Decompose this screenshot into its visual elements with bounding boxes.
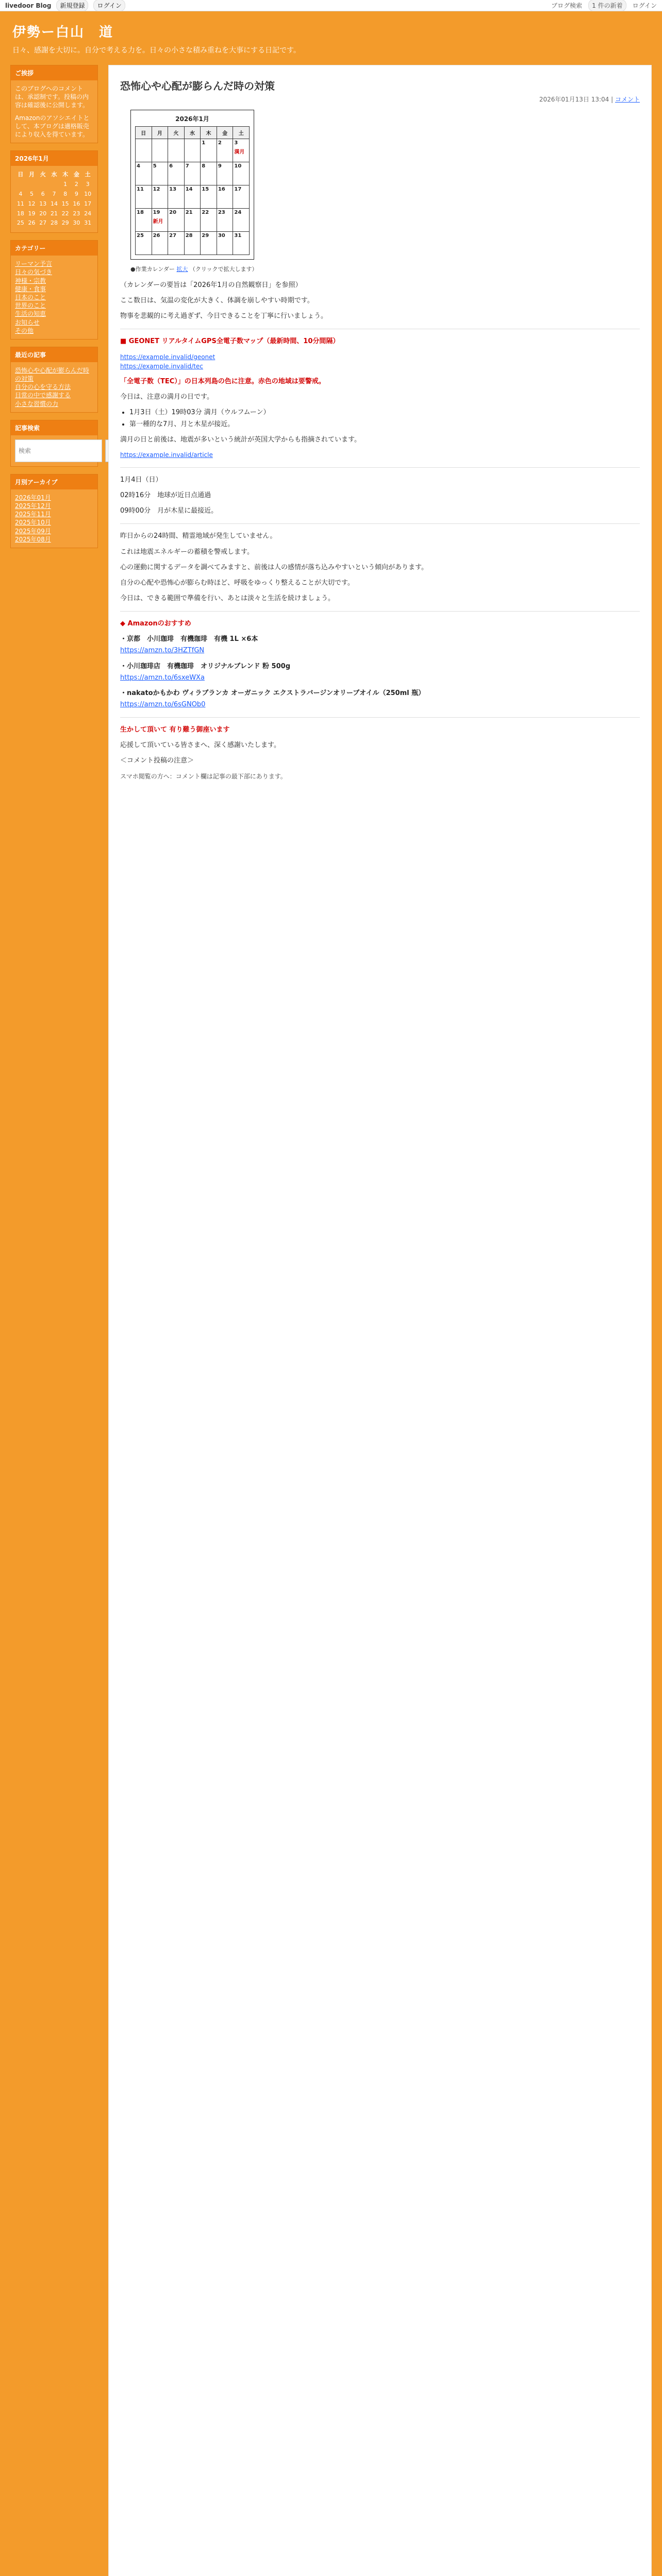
category-link[interactable] [15, 268, 93, 276]
mini-cal-cell[interactable]: 13 [39, 200, 47, 207]
sidebar [10, 65, 98, 2576]
sidebar-archives-body [11, 489, 97, 548]
category-link[interactable] [15, 260, 93, 268]
mini-cal-cell[interactable]: 6 [41, 190, 45, 197]
sidebar-categories-title: カテゴリー [11, 241, 97, 256]
category-link[interactable] [15, 277, 93, 285]
register-link[interactable]: 新規登録 [56, 0, 88, 11]
today-bullets [129, 408, 640, 430]
post-cal-day: 25 [137, 233, 144, 239]
topbar-login-link[interactable]: ログイン [632, 2, 657, 9]
mini-cal-cell[interactable]: 2 [74, 180, 78, 188]
post-paragraph: 物事を悲観的に考え過ぎず、今日できることを丁寧に行いましょう。 [120, 312, 327, 320]
mini-cal-cell[interactable] [37, 180, 48, 190]
amazon-item [120, 634, 640, 656]
post-cal-cell [168, 185, 185, 209]
mini-cal-header-mon: 月 [29, 171, 35, 178]
mini-cal-cell[interactable]: 12 [28, 200, 36, 207]
body-paragraph: 心の運動に関するデータを調べてみますと、前後は人の感情が落ち込みやすいという傾向があります。 [120, 563, 428, 571]
mini-cal-cell[interactable]: 7 [52, 190, 56, 197]
blog-search-link[interactable]: ブログ検索 [551, 2, 583, 9]
recent-post-link[interactable] [15, 391, 93, 399]
sidebar-archives-box [10, 474, 98, 548]
category-link-anchor[interactable]: 健康・食事 [15, 285, 46, 293]
mini-cal-cell[interactable]: 20 [39, 210, 47, 217]
body-paragraph: これは地震エネルギーの蓄積を警戒します。 [120, 548, 254, 556]
post-cal-day: 18 [137, 210, 144, 215]
category-link[interactable] [15, 310, 93, 318]
post-cal-cell [233, 209, 250, 232]
mini-cal-header-wed: 水 [51, 171, 57, 178]
post-cal-cell [233, 185, 250, 209]
archive-anchor[interactable]: 2025年10月 [15, 519, 51, 527]
post-cal-cell [201, 139, 217, 162]
post-cal-cell [184, 209, 201, 232]
post-cal-day: 21 [185, 210, 193, 215]
mini-cal-cell[interactable]: 21 [50, 210, 58, 217]
dates-line: 1月4日（日） [120, 476, 162, 484]
archive-anchor[interactable]: 2025年11月 [15, 511, 51, 518]
category-link-anchor[interactable]: 生活の知恵 [15, 310, 46, 318]
footer-note: 応援して頂いている皆さまへ、深く感謝いたします。 [120, 741, 280, 750]
post-cal-cell [217, 209, 233, 232]
mini-cal-cell[interactable]: 16 [73, 200, 80, 207]
geonet-links [120, 352, 640, 371]
mini-cal-cell[interactable]: 19 [28, 210, 36, 217]
post-calendar-grid [135, 126, 250, 255]
top-navigation-bar [0, 0, 662, 11]
tec-alert: 「全電子数（TEC）」の日本列島の色に注意。赤色の地域は要警戒。 [120, 377, 325, 385]
amazon-item-title: ・nakatoかもかわ ヴィラブランカ オーガニック エクストラバージンオリーブオイル（250ml 瓶） [120, 689, 425, 697]
post-cal-cell [152, 232, 168, 255]
mini-cal-cell[interactable]: 27 [39, 219, 47, 227]
post-cal-day: 2 [218, 140, 222, 146]
archive-link[interactable] [15, 535, 93, 544]
archive-link[interactable] [15, 510, 93, 518]
post-cal-day: 27 [169, 233, 177, 239]
post-cal-cell [152, 185, 168, 209]
post-cal-cell [152, 162, 168, 185]
quote-url[interactable]: https://example.invalid/article [120, 451, 213, 459]
post-cal-day: 28 [185, 233, 193, 239]
recent-post-link[interactable] [15, 400, 93, 408]
post-cal-day: 10 [234, 163, 242, 169]
topbar-left [5, 0, 125, 11]
amazon-title: ◆ Amazonのおすすめ [120, 620, 191, 628]
post-cal-cell [201, 162, 217, 185]
post-cal-day: 20 [169, 210, 177, 215]
mini-cal-cell[interactable]: 3 [86, 180, 90, 188]
sidebar-calendar-box [10, 150, 98, 233]
post-cal-cell [201, 185, 217, 209]
mini-cal-cell[interactable]: 11 [16, 200, 24, 207]
sidebar-search-form [15, 439, 93, 462]
post-cal-cell [168, 162, 185, 185]
category-link[interactable] [15, 301, 93, 310]
category-link-anchor[interactable]: その他 [15, 327, 34, 334]
today-bullet: • 1月3日（土）19時03分 満月（ウルフムーン） [129, 408, 640, 418]
post-cal-cell [217, 185, 233, 209]
mini-cal-cell[interactable]: 18 [16, 210, 24, 217]
post-cal-cell [217, 139, 233, 162]
recent-post-link[interactable] [15, 383, 93, 391]
post-cal-header: 月 [152, 127, 168, 139]
recent-post-anchor[interactable]: 日常の中で感謝する [15, 392, 71, 399]
sidebar-about-body [11, 80, 97, 143]
footer-note: スマホ閲覧の方へ：コメント欄は記事の最下部にあります。 [120, 772, 287, 780]
recent-post-anchor[interactable]: 自分の心を守る方法 [15, 383, 71, 391]
post-cal-cell [217, 162, 233, 185]
sidebar-search-box [10, 420, 98, 467]
amazon-item-url[interactable]: https://amzn.to/6sGNOb0 [120, 701, 206, 709]
category-link-anchor[interactable]: 日々の気づき [15, 268, 53, 276]
category-link[interactable] [15, 285, 93, 293]
mini-cal-header-sat: 土 [85, 171, 91, 178]
post-cal-header: 木 [201, 127, 217, 139]
post-cal-day: 1 [202, 140, 206, 146]
category-link[interactable] [15, 327, 93, 335]
section-divider [120, 467, 640, 468]
mini-cal-header-thu: 木 [62, 171, 69, 178]
amazon-item-title: ・小川珈琲店 有機珈琲 オリジナルブレンド 粉 500g [120, 662, 290, 670]
mini-cal-cell[interactable]: 25 [16, 219, 24, 227]
sidebar-recent-box [10, 347, 98, 413]
login-link[interactable]: ログイン [93, 0, 125, 11]
mini-cal-cell[interactable]: 24 [84, 210, 92, 217]
mini-cal-cell[interactable]: 9 [74, 190, 78, 197]
post-cal-day: 23 [218, 210, 225, 215]
sidebar-recent-title: 最近の記事 [11, 347, 97, 362]
post-cal-header: 火 [168, 127, 185, 139]
dates-line: 02時16分 地球が近日点通過 [120, 492, 211, 500]
archive-anchor[interactable]: 2025年09月 [15, 527, 51, 535]
sidebar-categories-body [11, 256, 97, 339]
calendar-caption-prefix: ●作業カレンダー [130, 266, 175, 273]
post-cal-cell [168, 209, 185, 232]
livedoor-brand[interactable]: livedoor Blog [5, 2, 52, 9]
mini-cal-cell[interactable]: 30 [73, 219, 80, 227]
mini-cal-cell[interactable]: 28 [50, 219, 58, 227]
post-cal-day: 11 [137, 187, 144, 192]
today-label: 今日は、注意の満月の日です。 [120, 393, 213, 401]
post-cal-cell [233, 232, 250, 255]
post-cal-day: 6 [169, 163, 173, 169]
footer-note: ＜コメント投稿の注意＞ [120, 757, 194, 765]
post-cal-day: 5 [153, 163, 157, 169]
post-calendar [130, 110, 254, 260]
post-cal-day: 9 [218, 163, 222, 169]
sidebar-calendar-title: 2026年1月 [11, 151, 97, 166]
category-link-anchor[interactable]: 世界のこと [15, 302, 46, 310]
mini-cal-cell[interactable]: 4 [19, 190, 23, 197]
post-cal-day: 4 [137, 163, 140, 169]
post-cal-cell [152, 209, 168, 232]
sidebar-about-note: Amazonのアソシエイトとして、本ブログは適格販売により収入を得ています。 [15, 114, 90, 138]
post-meta: 2026年01月13日 13:04 | コメント [539, 96, 640, 103]
post-cal-cell [136, 139, 152, 162]
post-cal-day: 14 [185, 187, 193, 192]
body-paragraph: 昨日からの24時間、精霊地域が発生していません。 [120, 532, 277, 540]
post-paragraph: ここ数日は、気温の変化が大きく、体調を崩しやすい時期です。 [120, 297, 314, 305]
mini-cal-cell[interactable]: 10 [84, 190, 92, 197]
main-content [108, 65, 652, 2576]
archive-anchor[interactable]: 2026年01月 [15, 494, 51, 501]
new-count-badge[interactable]: 1 件の新着 [588, 0, 626, 11]
post-cal-day: 29 [202, 233, 209, 239]
blog-header [0, 11, 662, 65]
post-cal-header: 水 [184, 127, 201, 139]
recent-post-anchor[interactable]: 小さな習慣の力 [15, 400, 59, 408]
mini-cal-cell[interactable]: 23 [73, 210, 80, 217]
mini-cal-cell[interactable]: 8 [63, 190, 68, 197]
mini-cal-cell[interactable]: 5 [30, 190, 34, 197]
post-cal-day: 8 [202, 163, 206, 169]
post-cal-cell [168, 232, 185, 255]
sidebar-search-body [11, 435, 97, 466]
mini-cal-cell[interactable]: 17 [84, 200, 92, 207]
post-cal-day: 15 [202, 187, 209, 192]
geonet-link-2[interactable]: https://example.invalid/tec [120, 363, 203, 370]
post-cal-header: 日 [136, 127, 152, 139]
sidebar-about-text: このブログへのコメントは、承認制です。投稿の内容は確認後に公開します。 [15, 85, 89, 109]
sidebar-search-input[interactable] [15, 439, 102, 462]
post-cal-day: 12 [153, 187, 160, 192]
post-cal-day: 22 [202, 210, 209, 215]
archive-anchor[interactable]: 2025年12月 [15, 502, 51, 510]
amazon-item-url[interactable]: https://amzn.to/3HZTfGN [120, 647, 205, 655]
blog-title[interactable]: 伊勢ー白山 道 [12, 25, 114, 40]
post-cal-cell [233, 139, 250, 162]
amazon-item-title: ・京都 小川珈琲 有機珈琲 有機 1L ×6本 [120, 635, 258, 643]
post-cal-cell [233, 162, 250, 185]
mini-cal-cell[interactable]: 29 [61, 219, 69, 227]
page-layout [0, 65, 662, 2576]
category-link-anchor[interactable]: お知らせ [15, 318, 40, 326]
post-calendar-caption [130, 265, 640, 273]
archive-anchor[interactable]: 2025年08月 [15, 535, 51, 543]
calendar-caption-link[interactable]: 拡大 [176, 266, 188, 273]
geonet-link-1[interactable]: https://example.invalid/geonet [120, 353, 216, 361]
post-cal-cell [184, 232, 201, 255]
archive-link[interactable] [15, 502, 93, 510]
post-title: 恐怖心や心配が膨らんだ時の対策 [120, 80, 275, 92]
post-cal-day: 24 [234, 210, 242, 215]
post-cal-cell [201, 232, 217, 255]
category-link-anchor[interactable]: 神様・宗教 [15, 277, 46, 284]
post-comment-link[interactable]: コメント [615, 96, 640, 103]
post-cal-day: 31 [234, 233, 242, 239]
category-link-anchor[interactable]: リーマン予言 [15, 260, 53, 268]
category-link-anchor[interactable]: 日本のこと [15, 293, 46, 301]
post-cal-cell [136, 162, 152, 185]
mini-cal-cell[interactable] [26, 180, 38, 190]
category-link[interactable] [15, 318, 93, 327]
mini-cal-cell[interactable]: 15 [61, 200, 69, 207]
blog-subtitle: 日々、感謝を大切に。自分で考える力を。日々の小さな積み重ねを大事にする日記です。 [12, 46, 301, 55]
mini-cal-header-tue: 火 [40, 171, 46, 178]
post-cal-day: 19 [153, 210, 160, 215]
post-cal-day: 30 [218, 233, 225, 239]
dates-line: 09時00分 月が木星に最接近。 [120, 507, 218, 515]
post-cal-cell [152, 139, 168, 162]
archive-link[interactable] [15, 527, 93, 535]
post-cal-day: 7 [185, 163, 189, 169]
post-cal-day: 16 [218, 187, 225, 192]
section-divider [120, 611, 640, 612]
amazon-item-url[interactable]: https://amzn.to/6sxeWXa [120, 673, 205, 682]
mini-cal-header-sun: 日 [18, 171, 24, 178]
post-cal-cell [184, 139, 201, 162]
post-cal-header: 金 [217, 127, 233, 139]
section-title-geonet: ■ GEONET リアルタイムGPS全電子数マップ（最新時間、10分間隔） [120, 337, 340, 346]
post-cal-day: 17 [234, 187, 242, 192]
post-cal-header: 土 [233, 127, 250, 139]
section-divider [120, 717, 640, 718]
mini-cal-header-fri: 金 [73, 171, 79, 178]
mini-cal-cell[interactable] [15, 180, 26, 190]
post-paragraph: （カレンダーの要旨は「2026年1月の自然観察日」を参照） [120, 281, 302, 289]
post-cal-marker-new-moon: 新月 [153, 219, 163, 225]
post-cal-cell [184, 162, 201, 185]
recent-post-anchor[interactable]: 恐怖心や心配が膨らんだ時の対策 [15, 366, 90, 383]
post-cal-cell [201, 209, 217, 232]
quote-intro: 満月の日と前後は、地震が多いという統計が英国大学からも指摘されています。 [120, 436, 361, 444]
body-paragraph: 自分の心配や恐怖心が膨らむ時ほど、呼吸をゆっくり整えることが大切です。 [120, 579, 354, 587]
topbar-right [551, 0, 657, 11]
sidebar-about-box [10, 65, 98, 143]
post-cal-cell [168, 139, 185, 162]
quote-url-line [120, 450, 640, 460]
amazon-item [120, 662, 640, 683]
amazon-item [120, 688, 640, 710]
post-body [120, 280, 640, 781]
post-cal-day: 13 [169, 187, 177, 192]
footer-title: 生かして頂いて 有り難う御座います [120, 726, 230, 734]
sidebar-mini-calendar [15, 170, 93, 228]
post-cal-day: 3 [234, 140, 238, 146]
category-link[interactable] [15, 293, 93, 301]
today-bullet: • 第一種的な7月、月と木星が接近。 [129, 419, 640, 430]
mini-cal-cell[interactable]: 1 [63, 180, 68, 188]
post-calendar-title: 2026年1月 [175, 115, 209, 123]
recent-post-link[interactable] [15, 366, 93, 383]
archive-link[interactable] [15, 494, 93, 502]
mini-cal-cell[interactable]: 31 [84, 219, 92, 227]
post-date: 2026年01月13日 13:04 [539, 96, 609, 103]
sidebar-recent-body [11, 362, 97, 412]
sidebar-categories-box [10, 240, 98, 340]
sidebar-archives-title: 月別アーカイブ [11, 474, 97, 489]
mini-cal-cell[interactable]: 14 [50, 200, 58, 207]
post-cal-cell [217, 232, 233, 255]
post-cal-cell [136, 209, 152, 232]
body-paragraph: 今日は、できる範囲で準備を行い、あとは淡々と生活を続けましょう。 [120, 595, 335, 603]
post-cal-marker-full-moon: 満月 [234, 149, 245, 155]
mini-cal-cell[interactable]: 22 [61, 210, 69, 217]
sidebar-calendar-body [11, 166, 97, 232]
archive-link[interactable] [15, 518, 93, 527]
post-cal-cell [136, 232, 152, 255]
sidebar-about-title: ご挨拶 [11, 65, 97, 80]
post-cal-cell [136, 185, 152, 209]
mini-cal-cell[interactable] [48, 180, 60, 190]
calendar-caption-suffix: （クリックで拡大します） [189, 266, 258, 273]
section-divider [120, 523, 640, 524]
sidebar-search-title: 記事検索 [11, 420, 97, 435]
mini-cal-cell[interactable]: 26 [28, 219, 36, 227]
post-cal-cell [184, 185, 201, 209]
post-cal-day: 26 [153, 233, 160, 239]
